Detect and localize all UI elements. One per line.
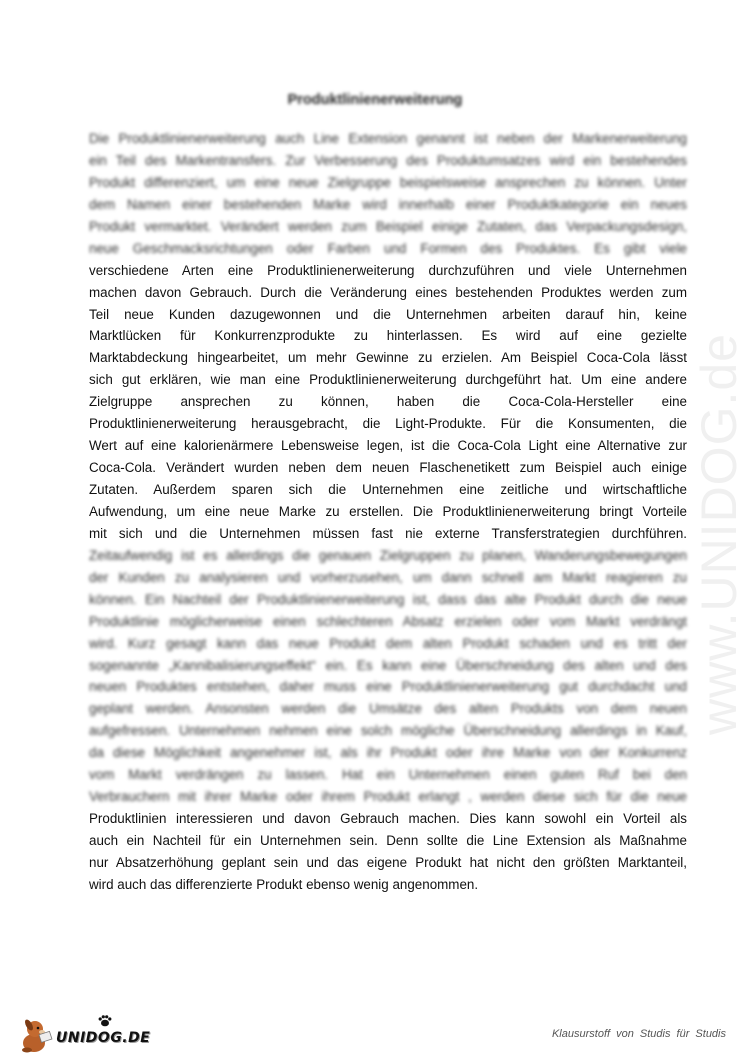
text-line: wird auch das differenzierte Produkt ebenso wenig angenommen. xyxy=(89,876,479,892)
blurred-text-line: da diese Möglichkeit angenehmer ist, als ihr Produkt oder ihre Marke von der Konkurrenz xyxy=(89,745,687,761)
page-title: Produktlinienerweiterung xyxy=(287,92,463,108)
blurred-text-line: dem Namen einer bestehenden Marke wird innerhalb einer Produktkategorie ein neues xyxy=(89,196,687,212)
watermark: www.UNIDOG.de xyxy=(691,333,747,735)
text-line: Zutaten. Außerdem sparen sich die Unternehmen eine zeitliche und wirtschaftliche xyxy=(89,482,687,497)
text-line: mit sich und die Unternehmen müssen fast nie externe Transferstrategien durchführen. xyxy=(89,525,687,541)
text-line: Produktlinien interessieren und davon Gebrauch machen. Dies kann sowohl ein Vorteil als xyxy=(89,811,687,827)
text-line: verschiedene Arten eine Produktlinienerweiterung durchzuführen und viele Unternehmen xyxy=(89,262,687,278)
text-line: machen davon Gebrauch. Durch die Veränderung eines bestehenden Produktes werden zum xyxy=(89,284,687,300)
blurred-text-line: Produkt vermarktet. Verändert werden zum Beispiel einige Zutaten, das Verpackungsdesign, xyxy=(89,218,687,234)
blurred-text-line: können. Ein Nachteil der Produktlinienerweiterung ist, dass das alte Produkt durch die neue xyxy=(89,591,687,607)
blurred-text-line: Zeitaufwendig ist es allerdings die genauen Zielgruppen zu planen, Wanderungsbewegungen xyxy=(89,547,687,563)
text-line: Wert auf eine kalorienärmere Lebensweise legen, ist die Coca-Cola Light eine Alternative zur xyxy=(89,438,687,454)
blurred-text-line: der Kunden zu analysieren und vorherzusehen, um dann schnell am Markt reagieren zu xyxy=(89,569,687,585)
text-line: Marktabdeckung hingearbeitet, um mehr Gewinne zu erzielen. Am Beispiel Coca-Cola lässt xyxy=(89,350,687,366)
blurred-text-line: neuen Produktes entstehen, daher muss eine Produktlinienerweiterung gut durchdacht und xyxy=(89,679,687,695)
blurred-text-line: ein Teil des Markentransfers. Zur Verbesserung des Produktumsatzes wird ein bestehendes xyxy=(89,152,687,168)
text-line: Produktlinienerweiterung herausgebracht, die Light-Produkte. Für die Konsumenten, die xyxy=(89,416,687,432)
document-body xyxy=(89,128,687,896)
text-line: nur Absatzerhöhung geplant sein und das eigene Produkt hat nicht den größten Marktanteil, xyxy=(89,854,687,870)
text-line: Teil neue Kunden dazugewonnen und die Unternehmen arbeiten darauf hin, keine xyxy=(89,306,687,322)
blurred-text-line: vom Markt verdrängen zu lassen. Hat ein Unternehmen einen guten Ruf bei den xyxy=(89,767,687,783)
text-line: Coca-Cola. Verändert wurden neben dem neuen Flaschenetikett zum Beispiel auch einige xyxy=(89,460,687,476)
text-line: Aufwendung, um eine neue Marke zu erstellen. Die Produktlinienerweiterung bringt Vorteile xyxy=(89,503,687,519)
unidog-logo[interactable] xyxy=(18,1015,158,1055)
text-line: auch ein Nachteil für ein Unternehmen sein. Denn sollte die Line Extension als Maßnahme xyxy=(89,833,687,848)
blurred-text-line: Die Produktlinienerweiterung auch Line Extension genannt ist neben der Markenerweiterung xyxy=(89,131,687,146)
text-line: Zielgruppe ansprechen zu können, haben die Coca-Cola-Hersteller eine xyxy=(89,394,687,410)
text-line: sich gut erklären, wie man eine Produktlinienerweiterung durchgeführt hat. Um eine andere xyxy=(89,372,687,388)
blurred-text-line: Verbrauchern mit ihrer Marke oder ihrem Produkt erlangt , werden diese sich für die neue xyxy=(89,789,687,805)
text-line: Marktlücken für Konkurrenzprodukte zu hinterlassen. Es wird auf eine gezielte xyxy=(89,328,687,344)
blurred-text-line: geplant werden. Ansonsten werden die Umsätze des alten Produkts von dem neuen xyxy=(89,701,687,717)
blurred-text-line: neue Geschmacksrichtungen oder Farben und Formen des Produktes. Es gibt viele xyxy=(89,240,687,256)
blurred-text-line: aufgefressen. Unternehmen nehmen eine solch mögliche Überschneidung allerdings in Kauf, xyxy=(89,723,687,739)
logo-text: UNIDOG.DE xyxy=(56,1030,151,1046)
blurred-text-line: Produktlinie möglicherweise einen schlechteren Absatz erzielen oder vom Markt verdrängt xyxy=(89,613,687,629)
blurred-text-line: Produkt differenziert, um eine neue Zielgruppe beispielsweise ansprechen zu können. Unter xyxy=(89,174,687,190)
blurred-text-line: sogenannte „Kannibalisierungseffekt“ ein. Es kann eine Überschneidung des alten und des xyxy=(89,657,687,673)
blurred-text-line: wird. Kurz gesagt kann das neue Produkt dem alten Produkt schaden und es tritt der xyxy=(89,635,687,651)
paw-icon xyxy=(98,1015,112,1027)
dog-mascot-icon xyxy=(18,1015,58,1055)
footer-tagline: Klausurstoff von Studis für Studis xyxy=(551,1028,726,1040)
